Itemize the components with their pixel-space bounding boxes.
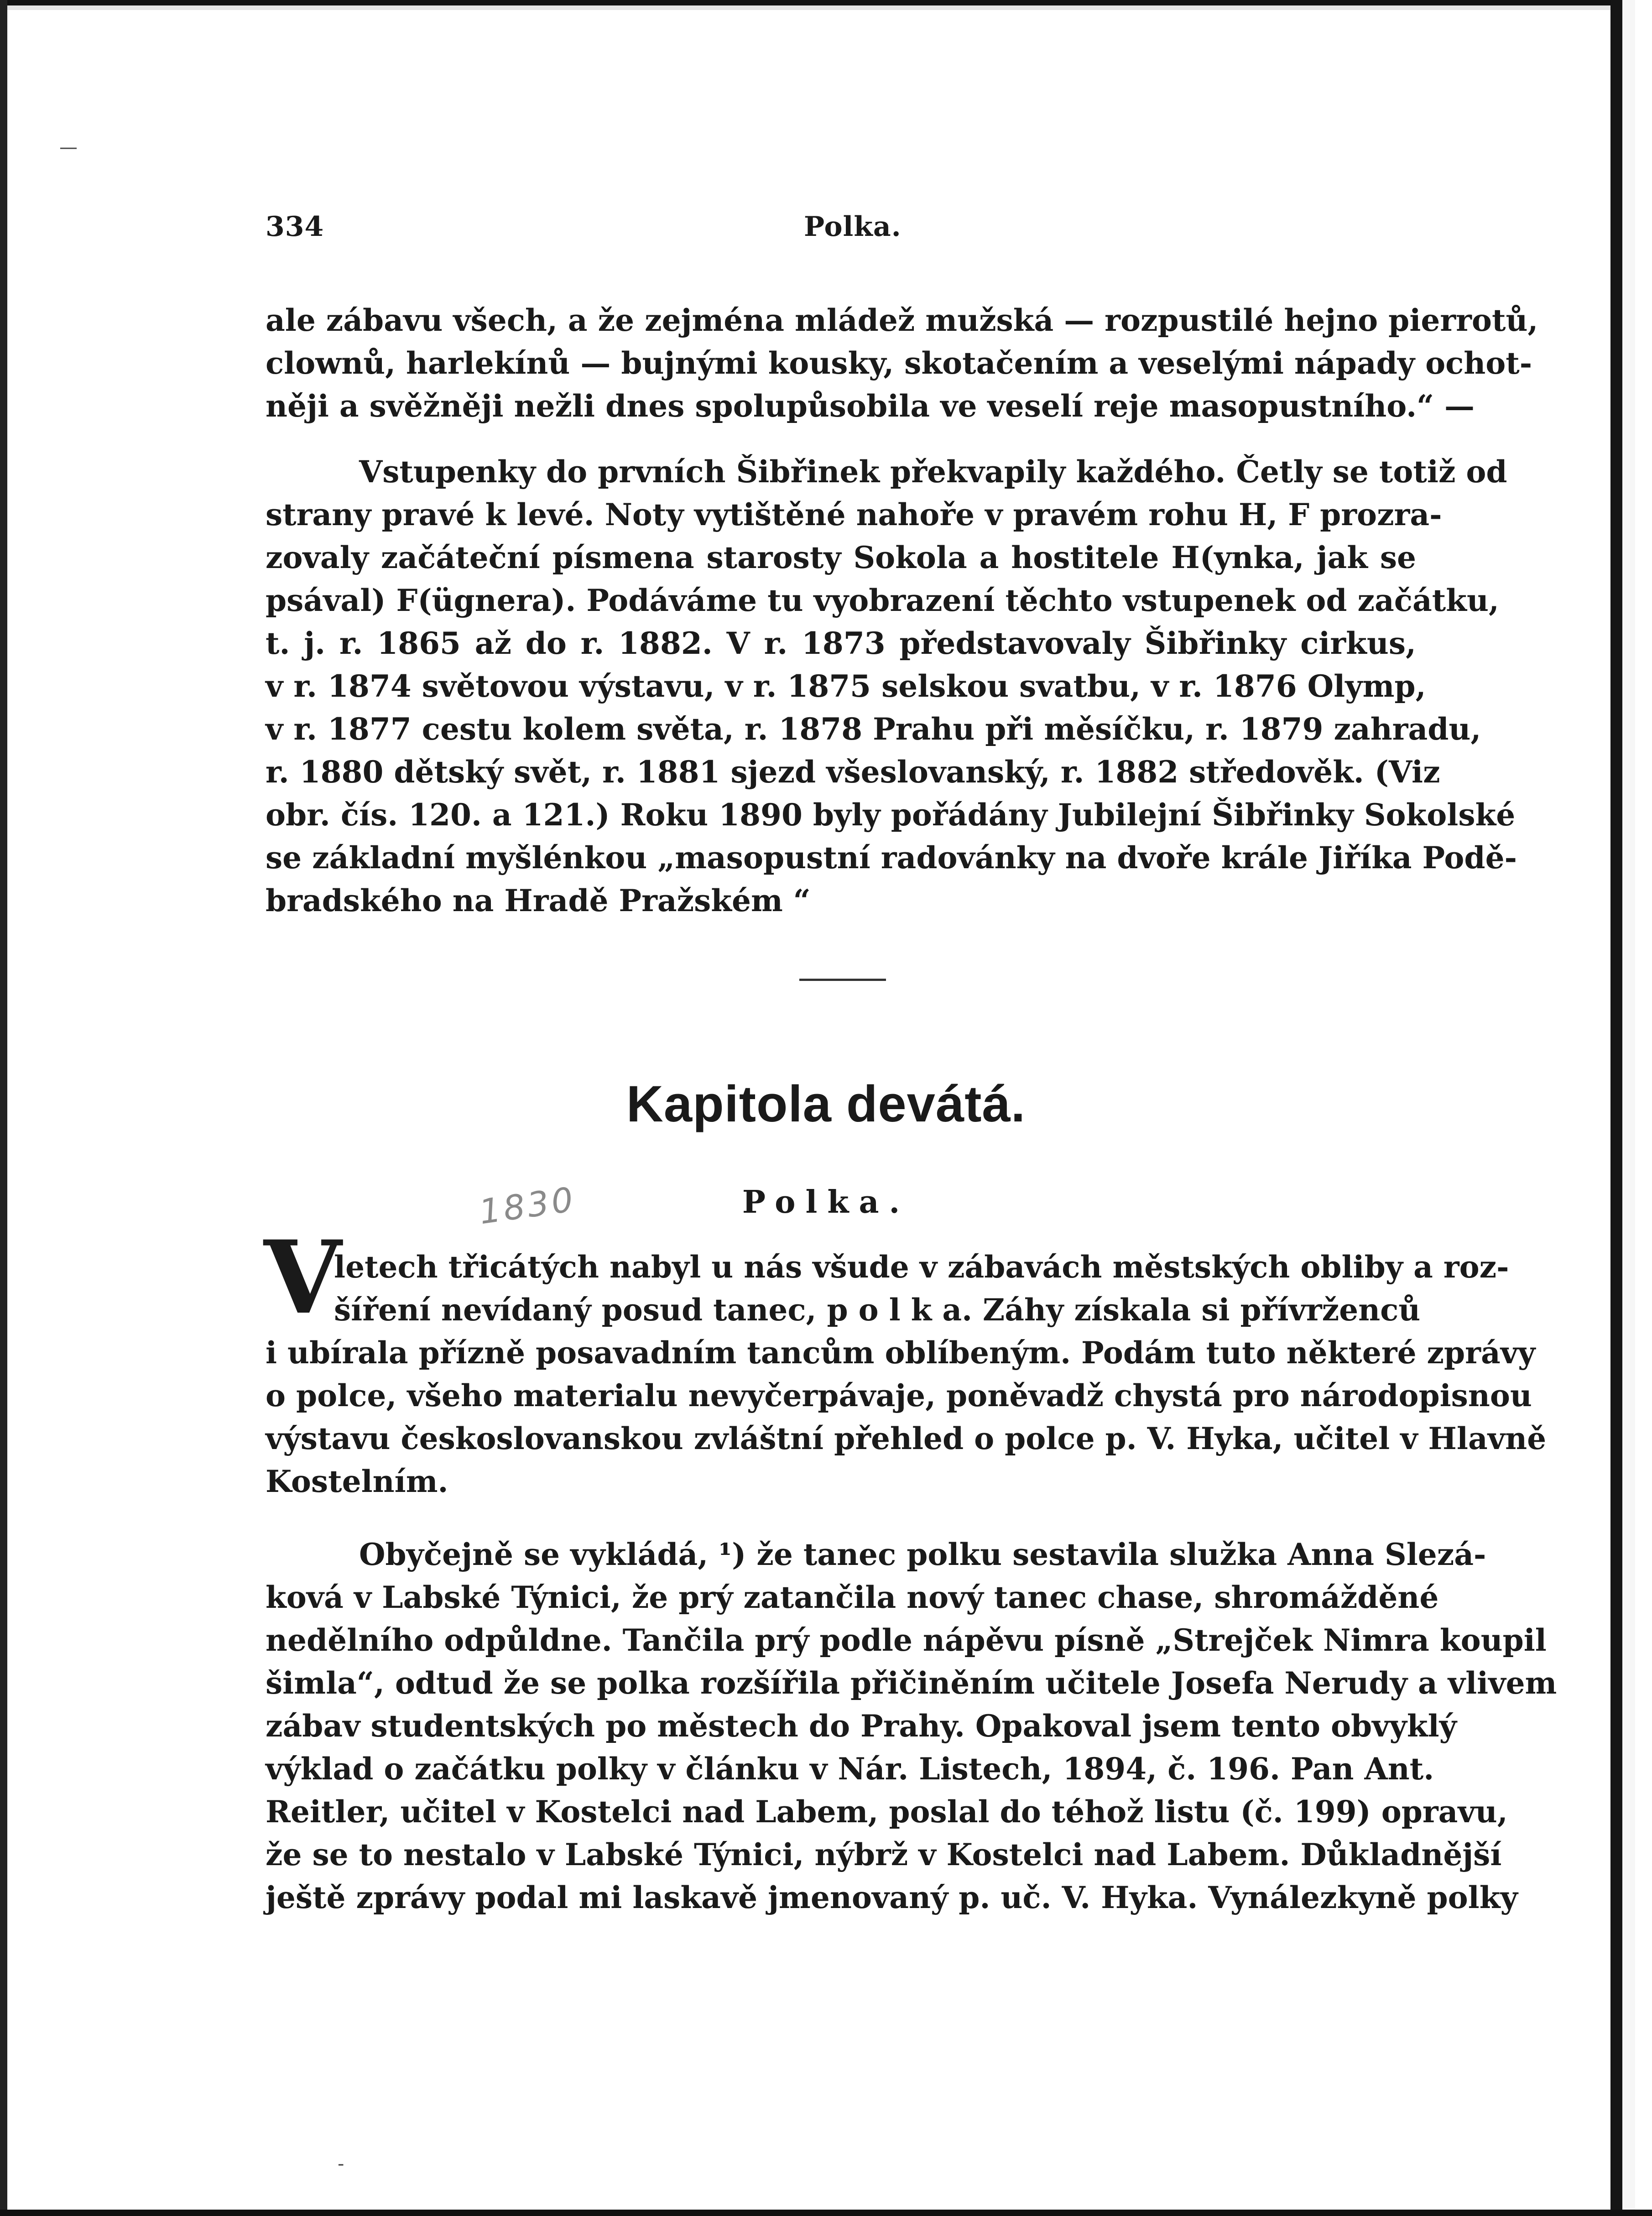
text-line: nedělního odpůldne. Tančila prý podle nápěvu písně „Strejček Nimra koupil [266,1622,1547,1658]
text-line: něji a svěžněji nežli dnes spolupůsobila ve veselí reje masopustního.“ — [266,388,1475,424]
scan-border-top [0,0,1652,5]
section-title: Polka. [742,1184,910,1220]
text-line: clownů, harlekínů — bujnými kousky, skotačením a veselými nápady ochot- [266,345,1532,381]
text-line: v r. 1877 cestu kolem světa, r. 1878 Prahu při měsíčku, r. 1879 zahradu, [266,711,1481,747]
text-line: zovaly začáteční písmena starosty Sokola a hostitele H(ynka, jak se [266,540,1416,575]
text-line: i ubírala přízně posavadním tancům oblíbeným. Podám tuto některé zprávy [266,1335,1536,1371]
text-line: strany pravé k levé. Noty vytištěné nahoře v pravém rohu H, F prozra- [266,497,1442,532]
page-number: 334 [266,211,324,243]
text-line: se základní myšlénkou „masopustní radovánky na dvoře krále Jiříka Podě- [266,840,1517,876]
drop-cap: V [264,1218,342,1336]
text-line: že se to nestalo v Labské Týnici, nýbrž v Kostelci nad Labem. Důkladnější [266,1837,1502,1872]
text-line: Vstupenky do prvních Šibřinek překvapily každého. Četly se totiž od [359,454,1507,490]
text-line: psával) F(ügnera). Podáváme tu vyobrazení těchto vstupenek od začátku, [266,583,1499,618]
section-divider [799,979,886,981]
text-line: t. j. r. 1865 až do r. 1882. V r. 1873 představovaly Šibřinky cirkus, [266,626,1416,661]
text-line: Kostelním. [266,1464,448,1499]
text-line: zábav studentských po městech do Prahy. Opakoval jsem tento obvyklý [266,1708,1457,1744]
text-line: šimla“, odtud že se polka rozšířila přičiněním učitele Josefa Nerudy a vlivem [266,1665,1557,1701]
paragraph-obycejne [266,1533,1557,1919]
text-line: ková v Labské Týnici, že prý zatančila nový tanec chase, shromážděné [266,1580,1439,1615]
scan-border-top-shadow [0,5,1652,10]
text-line: Obyčejně se vykládá, ¹) že tanec polku sestavila služka Anna Slezá- [359,1537,1486,1572]
text-line: výklad o začátku polky v článku v Nár. Listech, 1894, č. 196. Pan Ant. [266,1751,1434,1787]
text-line: výstavu českoslovanskou zvláštní přehled o polce p. V. Hyka, učitel v Hlavně [266,1421,1547,1456]
text-line: ještě zprávy podal mi laskavě jmenovaný p. uč. V. Hyka. Vynálezkyně polky [266,1880,1518,1915]
text-line: letech třicátých nabyl u nás všude v zábavách městských obliby a roz- [334,1249,1509,1285]
running-title: Polka. [804,211,902,243]
paragraph-polka-intro [266,1246,1547,1503]
scan-speck: ‑ [338,2153,344,2174]
text-line: o polce, všeho materialu nevyčerpávaje, poněvadž chystá pro národopisnou [266,1378,1532,1413]
handwritten-annotation: 1830 [477,1179,578,1232]
text-line: bradského na Hradě Pražském “ [266,883,811,918]
text-line: šíření nevídaný posud tanec, p o l k a. Záhy získala si přívrženců [334,1292,1421,1328]
text-line: Reitler, učitel v Kostelci nad Labem, poslal do téhož listu (č. 199) opravu, [266,1794,1508,1830]
text-line: obr. čís. 120. a 121.) Roku 1890 byly pořádány Jubilejní Šibřinky Sokolské [266,797,1516,833]
text-line: v r. 1874 světovou výstavu, v r. 1875 selskou svatbu, v r. 1876 Olymp, [266,668,1426,704]
scan-speck: — [59,137,78,158]
text-line: r. 1880 dětský svět, r. 1881 sjezd všeslovanský, r. 1882 středověk. (Viz [266,754,1440,790]
scan-border-bottom [0,2210,1652,2216]
chapter-title: Kapitola devátá. [626,1075,1026,1132]
text-line: ale zábavu všech, a že zejména mládež mužská — rozpustilé hejno pierrotů, [266,302,1538,338]
paragraph-continuation [266,299,1538,428]
paragraph-vstupenky [266,450,1517,922]
